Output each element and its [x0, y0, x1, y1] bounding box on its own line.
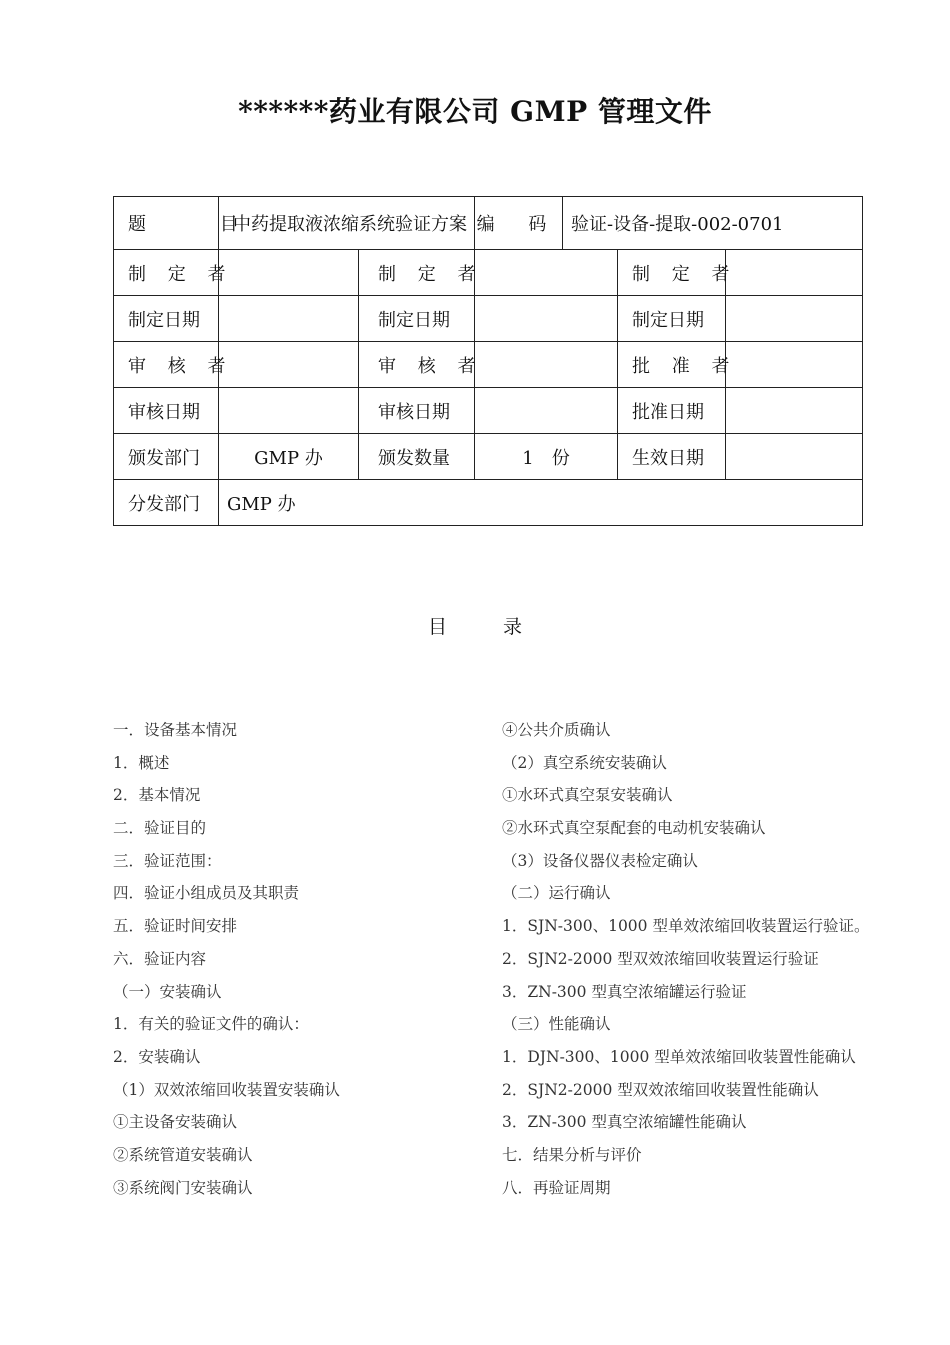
toc-item: 1．SJN-300、1000 型单效浓缩回收装置运行验证。	[502, 917, 870, 936]
toc-item: 五．验证时间安排	[113, 917, 238, 936]
row-label: 审 核 者	[359, 342, 475, 388]
distribution-label: 分发部门	[114, 480, 219, 526]
toc-item: 七．结果分析与评价	[502, 1145, 642, 1164]
code-label: 编 码	[475, 197, 563, 249]
distribution-value: GMP 办	[219, 480, 863, 526]
row-value	[219, 250, 359, 296]
row-value: 1 份	[475, 434, 618, 480]
subject-value: 中药提取液浓缩系统验证方案	[219, 197, 475, 250]
toc-item: 八．再验证周期	[502, 1178, 611, 1197]
row-label: 审核日期	[359, 388, 475, 434]
row-label: 制 定 者	[359, 250, 475, 296]
toc-item: 一．设备基本情况	[113, 721, 238, 739]
row-value	[726, 250, 863, 296]
row-label: 审 核 者	[114, 342, 219, 388]
toc-item: ①水环式真空泵安装确认	[502, 786, 673, 805]
toc-item: （2）真空系统安装确认	[502, 753, 667, 772]
table-row	[114, 296, 863, 342]
toc-item: 2．SJN2-2000 型双效浓缩回收装置性能确认	[502, 1080, 819, 1099]
code-label-and-value	[475, 197, 863, 250]
toc-item: ④公共介质确认	[502, 721, 611, 739]
toc-item: 2．安装确认	[113, 1047, 201, 1066]
toc-item: 3．ZN-300 型真空浓缩罐性能确认	[502, 1113, 747, 1132]
table-row	[114, 388, 863, 434]
toc-left-column	[113, 714, 483, 1204]
subject-row	[114, 197, 863, 250]
row-value	[219, 342, 359, 388]
row-value	[726, 296, 863, 342]
toc-item: 四．验证小组成员及其职责	[113, 884, 300, 903]
row-value	[475, 296, 618, 342]
row-value: GMP 办	[219, 434, 359, 480]
toc-item: （1）双效浓缩回收装置安装确认	[113, 1080, 340, 1099]
table-row	[114, 342, 863, 388]
subject-label: 题 目	[114, 197, 219, 250]
toc-item: 2．基本情况	[113, 786, 201, 805]
row-label: 颁发部门	[114, 434, 219, 480]
row-value	[726, 388, 863, 434]
row-label: 制 定 者	[114, 250, 219, 296]
row-label: 制定日期	[114, 296, 219, 342]
code-value: 验证-设备-提取-002-0701	[571, 214, 784, 235]
toc-item: 1．概述	[113, 753, 170, 772]
toc-item: 1．DJN-300、1000 型单效浓缩回收装置性能确认	[502, 1047, 856, 1066]
document-title: ******药业有限公司 GMP 管理文件	[238, 95, 712, 128]
toc-heading: 目 录	[427, 616, 523, 638]
toc-item: ②系统管道安装确认	[113, 1145, 253, 1164]
toc-item: 2．SJN2-2000 型双效浓缩回收装置运行验证	[502, 949, 819, 968]
toc-item: ③系统阀门安装确认	[113, 1178, 253, 1197]
row-value	[475, 250, 618, 296]
toc-item: ①主设备安装确认	[113, 1113, 238, 1132]
toc-item: （一）安装确认	[113, 982, 222, 1001]
toc-right-column	[502, 714, 902, 1204]
document-info-table	[113, 196, 863, 526]
toc-item: 三．验证范围：	[113, 851, 222, 870]
row-value	[219, 388, 359, 434]
toc-item: （二）运行确认	[502, 884, 611, 903]
toc-item: ②水环式真空泵配套的电动机安装确认	[502, 819, 766, 838]
row-value	[726, 434, 863, 480]
toc-item: 六．验证内容	[113, 949, 207, 968]
toc-item: 1．有关的验证文件的确认：	[113, 1015, 309, 1034]
row-value	[475, 388, 618, 434]
row-label: 制 定 者	[618, 250, 726, 296]
row-label: 制定日期	[618, 296, 726, 342]
toc-item: （三）性能确认	[502, 1015, 611, 1034]
row-label: 批准日期	[618, 388, 726, 434]
row-label: 审核日期	[114, 388, 219, 434]
row-label: 制定日期	[359, 296, 475, 342]
row-value	[475, 342, 618, 388]
toc-item: 二．验证目的	[113, 819, 207, 838]
table-row	[114, 434, 863, 480]
table-row	[114, 250, 863, 296]
distribution-row	[114, 480, 863, 526]
toc-item: 3．ZN-300 型真空浓缩罐运行验证	[502, 982, 747, 1001]
toc-item: （3）设备仪器仪表检定确认	[502, 851, 698, 870]
row-label: 批 准 者	[618, 342, 726, 388]
row-label: 颁发数量	[359, 434, 475, 480]
row-value	[726, 342, 863, 388]
row-value	[219, 296, 359, 342]
row-label: 生效日期	[618, 434, 726, 480]
